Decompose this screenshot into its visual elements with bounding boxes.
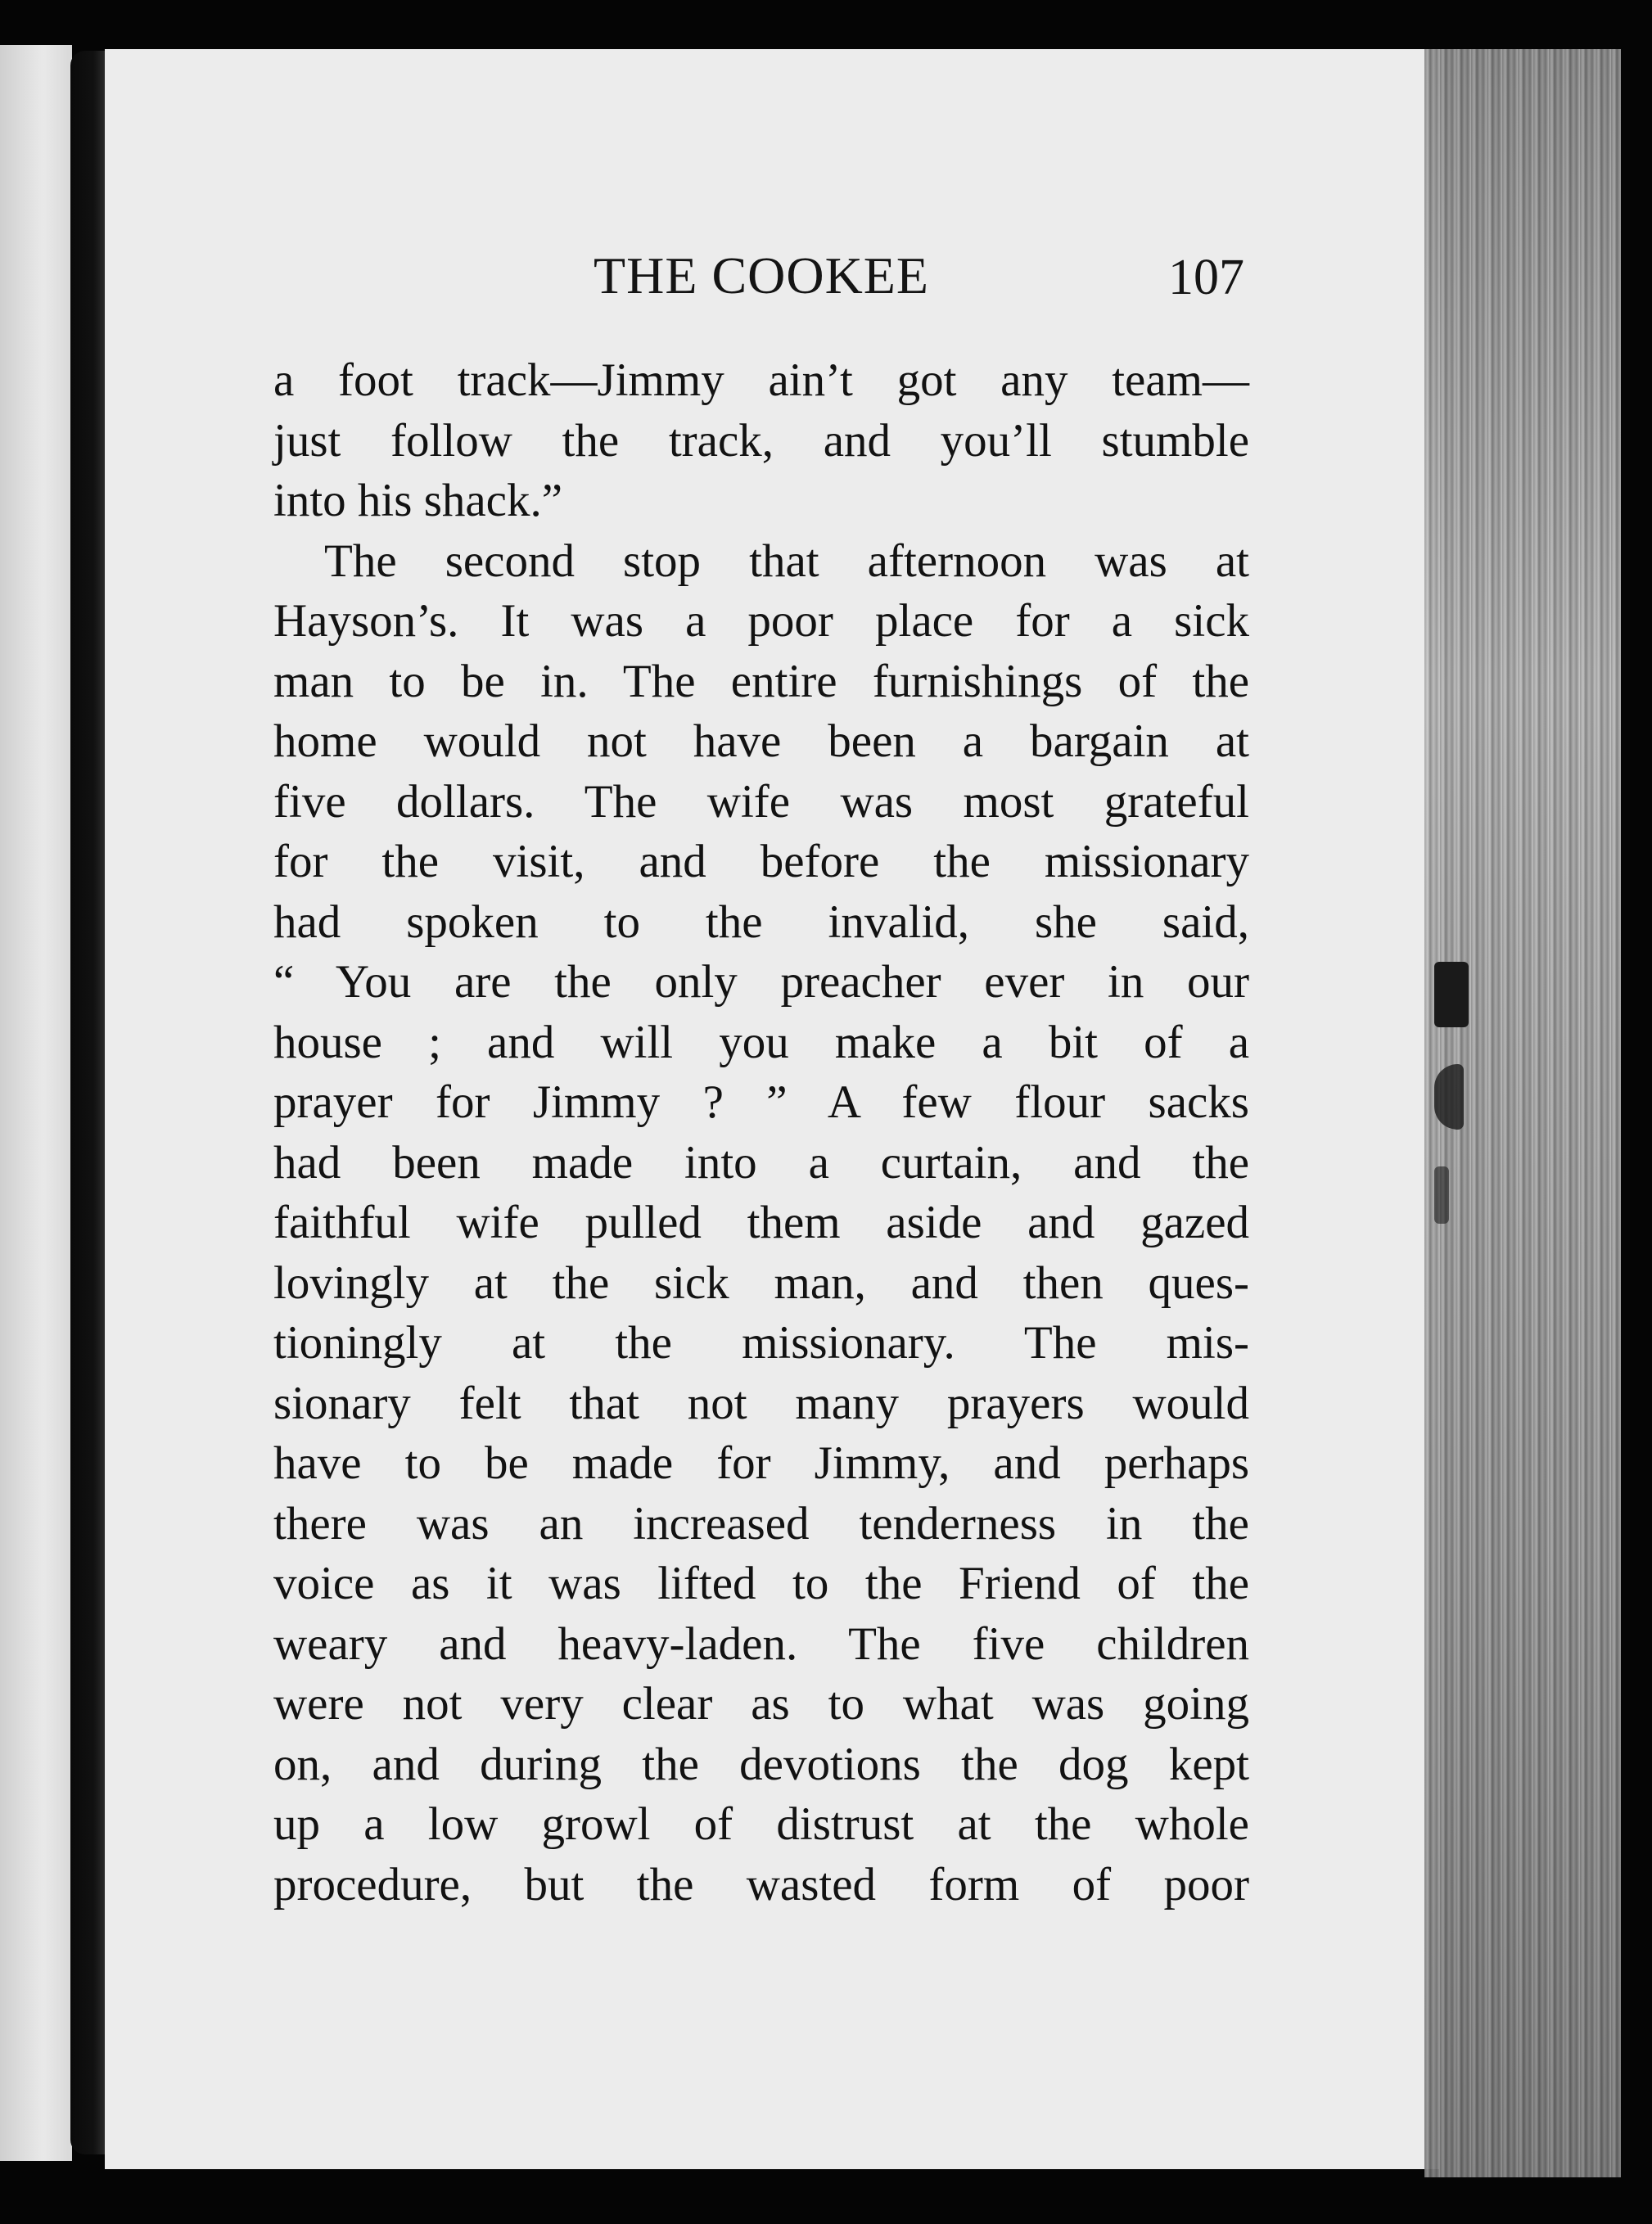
text-line: Hayson’s. It was a poor place for a sick bbox=[273, 595, 1249, 647]
text-line: faithful wife pulled them aside and gazed bbox=[273, 1197, 1249, 1248]
running-head bbox=[278, 246, 1244, 311]
text-line: prayer for Jimmy ? ” A few flour sacks bbox=[273, 1076, 1249, 1128]
text-line: lovingly at the sick man, and then ques- bbox=[273, 1256, 1249, 1309]
edge-mark bbox=[1434, 1064, 1464, 1130]
text-line: man to be in. The entire furnishings of the bbox=[273, 655, 1249, 707]
text-line: there was an increased tenderness in the bbox=[273, 1497, 1249, 1550]
text-line: “ You are the only preacher ever in our bbox=[273, 956, 1249, 1008]
text-line: house ; and will you make a bit of a bbox=[273, 1016, 1249, 1068]
text-line: five dollars. The wife was most grateful bbox=[273, 775, 1249, 828]
text-line: weary and heavy-laden. The five children bbox=[273, 1617, 1249, 1670]
text-line: had been made into a curtain, and the bbox=[273, 1136, 1249, 1189]
text-line: up a low growl of distrust at the whole bbox=[273, 1798, 1249, 1850]
text-line: just follow the track, and you’ll stumble bbox=[273, 414, 1249, 467]
facing-page-edge bbox=[0, 45, 72, 2161]
text-line: sionary felt that not many prayers would bbox=[273, 1377, 1249, 1429]
text-line: on, and during the devotions the dog kept bbox=[273, 1738, 1249, 1790]
text-line: a foot track—Jimmy ain’t got any team— bbox=[273, 354, 1249, 406]
body-text bbox=[273, 350, 1249, 1915]
edge-mark bbox=[1434, 962, 1469, 1027]
text-line: were not very clear as to what was going bbox=[273, 1678, 1249, 1730]
text-line: home would not have been a bargain at bbox=[273, 715, 1249, 767]
text-line: for the visit, and before the missionary bbox=[273, 836, 1249, 887]
text-line: had spoken to the invalid, she said, bbox=[273, 895, 1249, 948]
text-line: into his shack.” bbox=[273, 475, 563, 526]
text-line: have to be made for Jimmy, and perhaps bbox=[273, 1437, 1249, 1489]
text-line: voice as it was lifted to the Friend of the bbox=[273, 1558, 1249, 1609]
edge-mark bbox=[1434, 1166, 1449, 1224]
page-number: 107 bbox=[1168, 250, 1244, 305]
text-line: tioningly at the missionary. The mis- bbox=[273, 1317, 1249, 1369]
running-title: THE COOKEE bbox=[594, 246, 929, 305]
text-line: The second stop that afternoon was at bbox=[324, 535, 1249, 587]
text-line: procedure, but the wasted form of poor bbox=[273, 1858, 1249, 1910]
